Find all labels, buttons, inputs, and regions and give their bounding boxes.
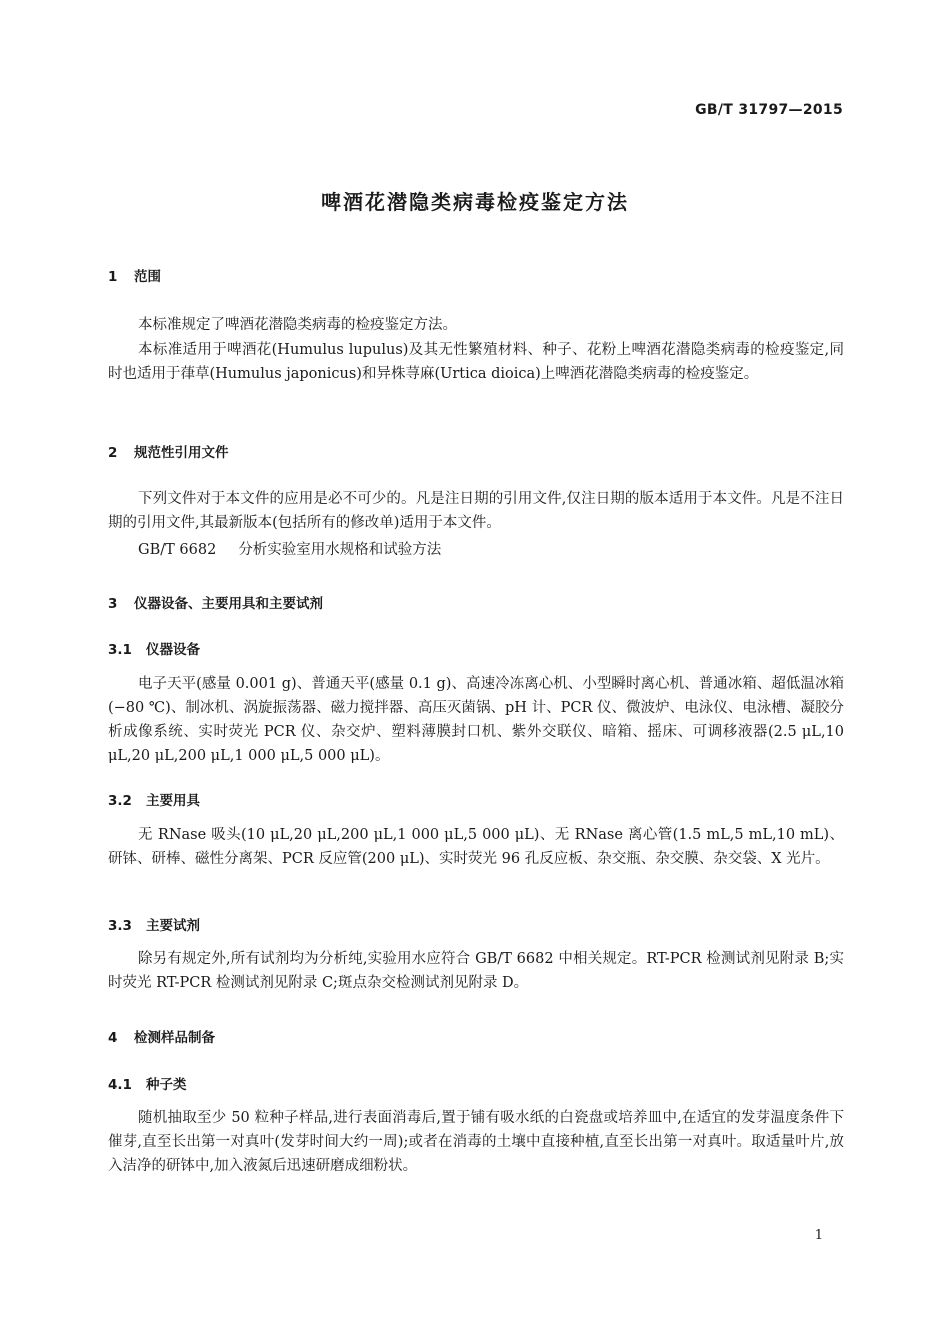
section-number: 1 [108,269,118,285]
section-3-heading [108,592,323,612]
section-3-2-paragraph: 无 RNase 吸头(10 μL,20 μL,200 μL,1 000 μL,5 000 μL)、无 RNase 离心管(1.5 mL,5 mL,10 mL)、研钵、研棒、磁性分离架、PCR 反应管(200 μL)、实时荧光 96 孔反应板、杂交瓶、杂交膜、杂交袋、X 光片。 [108,827,844,867]
section-4-1-heading [108,1073,187,1093]
section-4-1-paragraph: 随机抽取至少 50 粒种子样品,进行表面消毒后,置于铺有吸水纸的白瓷盘或培养皿中,在适宜的发芽温度条件下催芽,直至长出第一对真叶(发芽时间大约一周);或者在消毒的土壤中直接种植,直至长出第一对真叶。取适量叶片,放入洁净的研钵中,加入液氮后迅速研磨成细粉状。 [108,1110,844,1174]
normative-reference [108,538,844,562]
section-3-1-paragraph: 电子天平(感量 0.001 g)、普通天平(感量 0.1 g)、高速冷冻离心机、小型瞬时离心机、普通冰箱、超低温冰箱(−80 ℃)、制冰机、涡旋振荡器、磁力搅拌器、高压灭菌锅、pH 计、PCR 仪、微波炉、电泳仪、电泳槽、凝胶分析成像系统、实时荧光 PCR 仪、杂交炉、塑料薄膜封口机、紫外交联仪、暗箱、摇床、可调移液器(2.5 μL,10 μL,20 μL,200 μL,1 000 μL,5 000 μL)。 [108,676,844,764]
section-2-paragraph-1: 下列文件对于本文件的应用是必不可少的。凡是注日期的引用文件,仅注日期的版本适用于本文件。凡是不注日期的引用文件,其最新版本(包括所有的修改单)适用于本文件。 [108,491,844,531]
section-number: 3.1 [108,642,132,658]
section-3-3-paragraph: 除另有规定外,所有试剂均为分析纯,实验用水应符合 GB/T 6682 中相关规定。RT-PCR 检测试剂见附录 B;实时荧光 RT-PCR 检测试剂见附录 C;斑点杂交检测试剂见附录 D。 [108,951,844,991]
standard-number: GB/T 31797—2015 [695,102,843,118]
section-1-paragraph-1: 本标准规定了啤酒花潜隐类病毒的检疫鉴定方法。 [138,317,457,333]
section-title: 范围 [134,269,161,285]
reference-code: GB/T 6682 [138,542,217,558]
page-number: 1 [814,1228,823,1243]
section-number: 4 [108,1030,118,1046]
reference-title: 分析实验室用水规格和试验方法 [238,542,442,558]
section-title: 主要用具 [146,793,200,809]
section-1-heading [108,265,161,285]
section-2-heading [108,441,229,461]
section-title: 主要试剂 [146,918,200,934]
section-number: 3.2 [108,793,132,809]
section-3-3-heading [108,914,200,934]
section-title: 检测样品制备 [134,1030,215,1046]
section-4-heading [108,1026,215,1046]
section-3-2-heading [108,789,200,809]
document-title: 啤酒花潜隐类病毒检疫鉴定方法 [321,190,629,214]
section-title: 种子类 [146,1077,187,1093]
section-1-paragraph-2: 本标准适用于啤酒花(Humulus lupulus)及其无性繁殖材料、种子、花粉上啤酒花潜隐类病毒的检疫鉴定,同时也适用于葎草(Humulus japonicus)和异株荨麻(Urtica dioica)上啤酒花潜隐类病毒的检疫鉴定。 [108,342,844,382]
section-number: 2 [108,445,118,461]
section-title: 规范性引用文件 [134,445,229,461]
section-3-1-heading [108,638,200,658]
section-number: 4.1 [108,1077,132,1093]
section-number: 3 [108,596,118,612]
section-title: 仪器设备 [146,642,200,658]
section-number: 3.3 [108,918,132,934]
section-title: 仪器设备、主要用具和主要试剂 [134,596,323,612]
